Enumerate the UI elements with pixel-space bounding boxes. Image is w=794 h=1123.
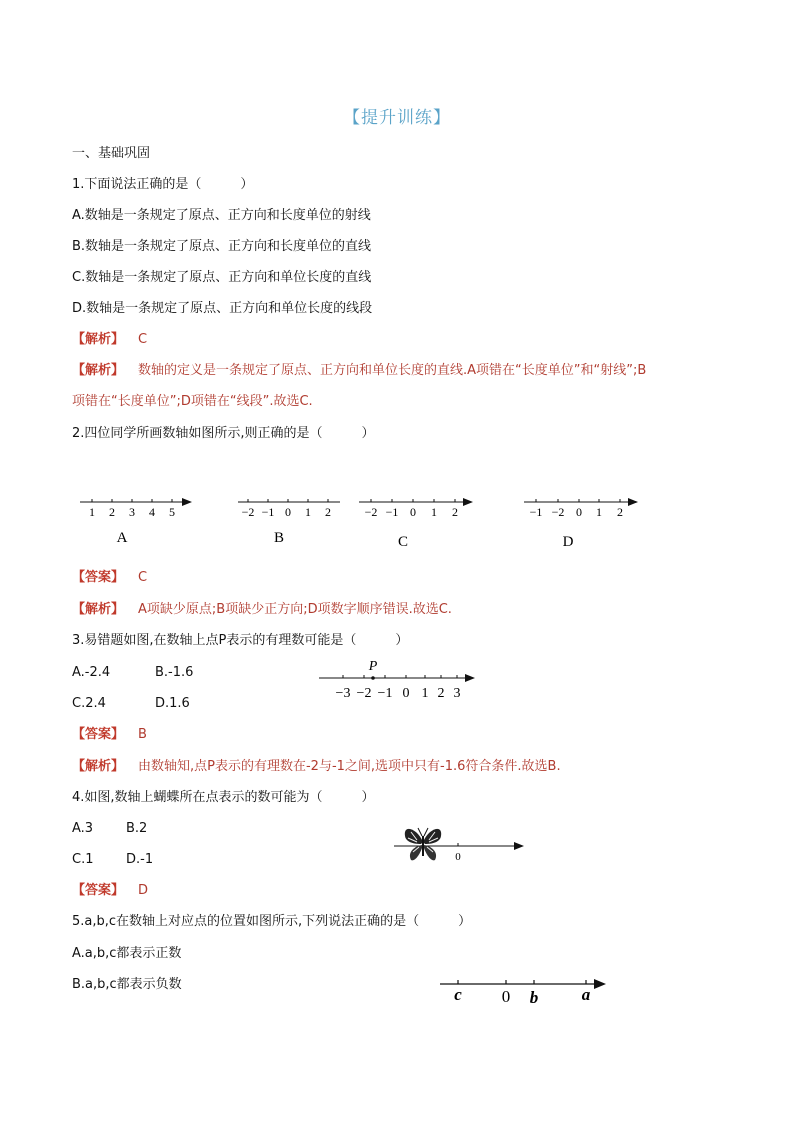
q3-answer: B: [138, 727, 147, 742]
q1-answer-tag: 【解析】: [72, 332, 125, 347]
q4-option-d: D.-1: [126, 852, 154, 867]
q5-stem: 5.a,b,c在数轴上对应点的位置如图所示,下列说法正确的是（ ）: [72, 914, 472, 929]
q4-option-a: A.3: [72, 821, 94, 836]
tick-label: 3: [453, 686, 461, 701]
q5-figure: [436, 970, 616, 1010]
q1-option-b: B.数轴是一条规定了原点、正方向和长度单位的直线: [72, 239, 372, 254]
q3-option-d: D.1.6: [155, 696, 190, 711]
q4-figure: [392, 822, 532, 870]
tick-label: 0: [285, 505, 291, 519]
point-p-label: P: [368, 659, 378, 674]
q4-answer-row: [72, 882, 148, 900]
point-c-label: c: [454, 985, 462, 1004]
q3-option-b: B.-1.6: [155, 665, 194, 680]
tick-label: 0: [410, 505, 416, 519]
q2-figure-d: [518, 490, 648, 552]
tick-label: 1: [596, 505, 602, 519]
q1-stem: 1.下面说法正确的是（ ）: [72, 177, 254, 192]
tick-label: −1: [377, 686, 393, 701]
q3-option-c: C.2.4: [72, 696, 106, 711]
tick-label: −3: [335, 686, 351, 701]
tick-label: 2: [617, 505, 623, 519]
point-a-label: a: [581, 985, 591, 1004]
tick-label: 4: [149, 505, 155, 519]
figure-caption: C: [397, 534, 409, 550]
q1-explanation-tag: 【解析】: [72, 363, 125, 378]
q3-explanation-row: [72, 758, 561, 776]
q2-answer: C: [138, 570, 148, 585]
q4-option-c: C.1: [72, 852, 94, 867]
q2-answer-row: [72, 569, 147, 587]
tick-label: −2: [356, 686, 372, 701]
figure-caption: D: [562, 534, 574, 550]
q3-explanation: 由数轴知,点P表示的有理数在-2与-1之间,选项中只有-1.6符合条件.故选B.: [138, 759, 561, 774]
tick-label: 0: [576, 505, 582, 519]
q5-option-b: B.a,b,c都表示负数: [72, 977, 182, 992]
tick-label: 2: [437, 686, 445, 701]
point-b-label: b: [529, 988, 539, 1007]
q4-stem: 4.如图,数轴上蝴蝶所在点表示的数可能为（ ）: [72, 790, 375, 805]
tick-label: 1: [89, 505, 95, 519]
tick-label: 1: [421, 686, 429, 701]
q1-option-a: A.数轴是一条规定了原点、正方向和长度单位的射线: [72, 208, 371, 223]
q2-figure-a: [72, 490, 202, 550]
figure-caption: A: [116, 530, 128, 546]
tick-label: −2: [241, 505, 255, 519]
q3-answer-tag: 【答案】: [72, 727, 125, 742]
tick-label: 5: [169, 505, 175, 519]
q3-stem: 3.易错题如图,在数轴上点P表示的有理数可能是（ ）: [72, 633, 409, 648]
q1-option-c: C.数轴是一条规定了原点、正方向和单位长度的直线: [72, 270, 372, 285]
tick-label: 2: [109, 505, 115, 519]
tick-label: −2: [551, 505, 565, 519]
tick-label: 0: [402, 686, 410, 701]
q5-option-a: A.a,b,c都表示正数: [72, 946, 182, 961]
q2-explanation: A项缺少原点;B项缺少正方向;D项数字顺序错误.故选C.: [138, 602, 452, 617]
tick-label: 2: [325, 505, 331, 519]
q2-explanation-row: [72, 601, 452, 619]
q1-answer-row: [72, 331, 147, 349]
q1-explanation-line2: 项错在“长度单位”;D项错在“线段”.故选C.: [72, 394, 313, 409]
q1-answer: C: [138, 332, 148, 347]
q4-answer: D: [138, 883, 149, 898]
butterfly-icon: [405, 828, 441, 860]
q2-stem: 2.四位同学所画数轴如图所示,则正确的是（ ）: [72, 426, 375, 441]
q2-figure-c: [355, 490, 485, 552]
tick-label: −1: [529, 505, 543, 519]
q4-option-b: B.2: [126, 821, 148, 836]
point-p-marker: [371, 676, 375, 680]
q3-explanation-tag: 【解析】: [72, 759, 125, 774]
q2-explanation-tag: 【解析】: [72, 602, 125, 617]
q1-option-d: D.数轴是一条规定了原点、正方向和单位长度的线段: [72, 301, 373, 316]
q1-explanation-row: [72, 362, 646, 380]
tick-label: 1: [305, 505, 311, 519]
q3-answer-row: [72, 726, 147, 744]
q1-explanation-line1: 数轴的定义是一条规定了原点、正方向和单位长度的直线.A项错在“长度单位”和“射线”;B: [138, 363, 647, 378]
tick-label: −2: [364, 505, 378, 519]
tick-label: 2: [452, 505, 458, 519]
q2-answer-tag: 【答案】: [72, 570, 125, 585]
page-title: 【提升训练】: [343, 108, 451, 128]
tick-label: −1: [385, 505, 399, 519]
tick-label: −1: [261, 505, 275, 519]
tick-label: 1: [431, 505, 437, 519]
q4-answer-tag: 【答案】: [72, 883, 125, 898]
section-heading: 一、基础巩固: [72, 146, 151, 161]
zero-label: 0: [501, 987, 511, 1006]
figure-caption: B: [273, 530, 285, 546]
q3-option-a: A.-2.4: [72, 665, 111, 680]
zero-label: 0: [455, 851, 461, 863]
tick-label: 3: [129, 505, 135, 519]
q3-figure: [315, 656, 485, 706]
q2-figure-b: [232, 490, 352, 550]
